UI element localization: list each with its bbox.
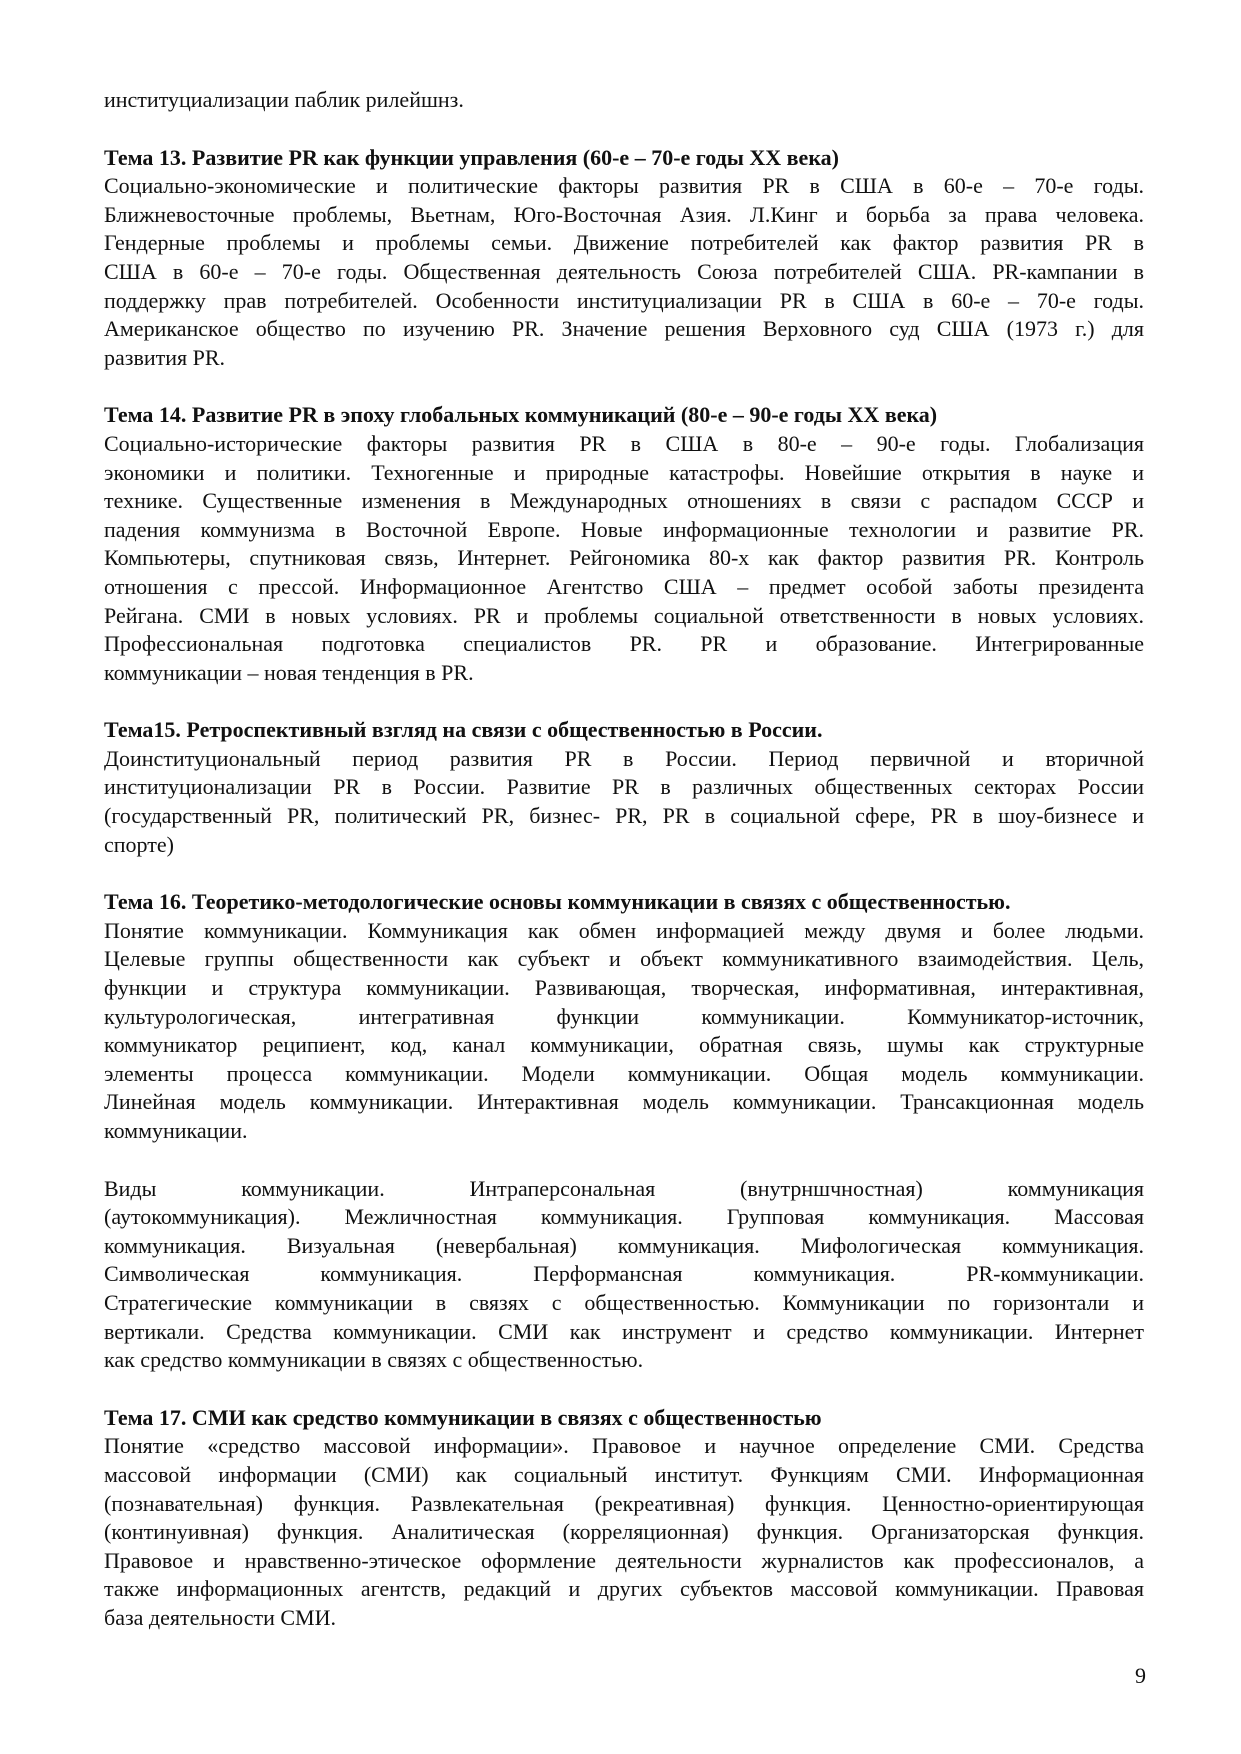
- paragraph-line: также информационных агентств, редакций и других субъектов массовой коммуникации. Правовая: [104, 1576, 1144, 1602]
- paragraph-line: экономики и политики. Техногенные и природные катастрофы. Новейшие открытия в науке и: [104, 459, 1144, 485]
- spacer: [104, 859, 1144, 888]
- paragraph-line: как средство коммуникации в связях с общественностью.: [104, 1347, 644, 1373]
- section-heading: Тема 14. Развитие PR в эпоху глобальных коммуникаций (80-е – 90-е годы XX века): [104, 402, 938, 428]
- paragraph-line: отношения с прессой. Информационное Агентство США – предмет особой заботы президента: [104, 573, 1144, 599]
- paragraph-line: Гендерные проблемы и проблемы семьи. Движение потребителей как фактор развития PR в: [104, 230, 1144, 256]
- paragraph-line: коммуникации – новая тенденция в PR.: [104, 659, 474, 685]
- paragraph-line: Рейгана. СМИ в новых условиях. PR и проблемы социальной ответственности в новых условиях.: [104, 602, 1144, 628]
- paragraph-line: институционализации PR в России. Развитие PR в различных общественных секторах России: [104, 774, 1144, 800]
- section-17: [104, 1404, 1144, 1633]
- document-body: [104, 86, 1144, 1633]
- paragraph-line: вертикали. Средства коммуникации. СМИ как инструмент и средство коммуникации. Интернет: [104, 1318, 1144, 1344]
- paragraph-line: Доинституциональный период развития PR в России. Период первичной и вторичной: [104, 745, 1144, 771]
- spacer: [104, 372, 1144, 401]
- paragraph-line: (аутокоммуникация). Межличностная коммуникация. Групповая коммуникация. Массовая: [104, 1204, 1144, 1230]
- paragraph-line: Социально-экономические и политические факторы развития PR в США в 60-е – 70-е годы.: [104, 173, 1144, 199]
- paragraph-line: Правовое и нравственно-этическое оформление деятельности журналистов как профессионалов, а: [104, 1547, 1144, 1573]
- section-heading: Тема15. Ретроспективный взгляд на связи с общественностью в России.: [104, 717, 823, 743]
- paragraph-line: спорте): [104, 831, 174, 857]
- paragraph-line: Американское общество по изучению PR. Значение решения Верховного суд США (1973 г.) для: [104, 316, 1144, 342]
- paragraph-line: Стратегические коммуникации в связях с общественностью. Коммуникации по горизонтали и: [104, 1289, 1144, 1315]
- section-14: [104, 401, 1144, 687]
- spacer: [104, 115, 1144, 144]
- paragraph-line: Целевые группы общественности как субъект и объект коммуникативного взаимодействия. Цель,: [104, 946, 1144, 972]
- section-heading: Тема 16. Теоретико-методологические основы коммуникации в связях с общественностью.: [104, 889, 1011, 915]
- paragraph-line: элементы процесса коммуникации. Модели коммуникации. Общая модель коммуникации.: [104, 1060, 1144, 1086]
- paragraph-line: Линейная модель коммуникации. Интерактивная модель коммуникации. Трансакционная модель: [104, 1089, 1144, 1115]
- paragraph-line: Виды коммуникации. Интраперсональная (внутрншчностная) коммуникация: [104, 1175, 1144, 1201]
- spacer: [104, 1146, 1144, 1175]
- section-heading: Тема 17. СМИ как средство коммуникации в связях с общественностью: [104, 1404, 822, 1430]
- section-16-continued: [104, 1175, 1144, 1375]
- spacer: [104, 687, 1144, 716]
- paragraph-line: падения коммунизма в Восточной Европе. Новые информационные технологии и развитие PR.: [104, 516, 1144, 542]
- paragraph-line: Символическая коммуникация. Перформансная коммуникация. PR-коммуникации.: [104, 1261, 1144, 1287]
- page-number: 9: [1135, 1663, 1146, 1688]
- section-13: [104, 144, 1144, 373]
- paragraph-line: (государственный PR, политический PR, бизнес- PR, PR в социальной сфере, PR в шоу-бизнесе и: [104, 803, 1144, 829]
- section-16: [104, 888, 1144, 1145]
- intro-line: институциализации паблик рилейшнз.: [104, 87, 464, 112]
- paragraph-line: Понятие «средство массовой информации». Правовое и научное определение СМИ. Средства: [104, 1433, 1144, 1459]
- section-15: [104, 716, 1144, 859]
- paragraph-line: (континуивная) функция. Аналитическая (корреляционная) функция. Организаторская функция.: [104, 1519, 1144, 1545]
- section-heading: Тема 13. Развитие PR как функции управления (60-е – 70-е годы XX века): [104, 144, 839, 170]
- paragraph-line: Компьютеры, спутниковая связь, Интернет. Рейгономика 80-х как фактор развития PR. Контроль: [104, 545, 1144, 571]
- paragraph-line: развития PR.: [104, 344, 226, 370]
- paragraph-line: коммуникации.: [104, 1118, 248, 1143]
- paragraph-line: база деятельности СМИ.: [104, 1604, 336, 1630]
- paragraph-line: функции и структура коммуникации. Развивающая, творческая, информативная, интерактивная,: [104, 975, 1144, 1001]
- spacer: [104, 1375, 1144, 1404]
- paragraph-line: коммуникатор реципиент, код, канал коммуникации, обратная связь, шумы как структурные: [104, 1032, 1144, 1058]
- paragraph-line: Профессиональная подготовка специалистов PR. PR и образование. Интегрированные: [104, 631, 1144, 657]
- paragraph-line: (познавательная) функция. Развлекательная (рекреативная) функция. Ценностно-ориентирующая: [104, 1490, 1144, 1516]
- paragraph-line: Социально-исторические факторы развития PR в США в 80-е – 90-е годы. Глобализация: [104, 430, 1144, 456]
- paragraph-line: Понятие коммуникации. Коммуникация как обмен информацией между двумя и более людьми.: [104, 917, 1144, 943]
- paragraph-line: коммуникация. Визуальная (невербальная) коммуникация. Мифологическая коммуникация.: [104, 1232, 1144, 1258]
- paragraph-line: культурологическая, интегративная функции коммуникации. Коммуникатор-источник,: [104, 1003, 1144, 1029]
- paragraph-line: США в 60-е – 70-е годы. Общественная деятельность Союза потребителей США. PR-кампании в: [104, 258, 1144, 284]
- paragraph-line: поддержку прав потребителей. Особенности институциализации PR в США в 60-е – 70-е годы.: [104, 287, 1144, 313]
- paragraph-line: массовой информации (СМИ) как социальный институт. Функциям СМИ. Информационная: [104, 1461, 1144, 1487]
- paragraph-line: Ближневосточные проблемы, Вьетнам, Юго-Восточная Азия. Л.Кинг и борьба за права человека.: [104, 201, 1144, 227]
- paragraph-line: технике. Существенные изменения в Международных отношениях в связи с распадом СССР и: [104, 488, 1144, 514]
